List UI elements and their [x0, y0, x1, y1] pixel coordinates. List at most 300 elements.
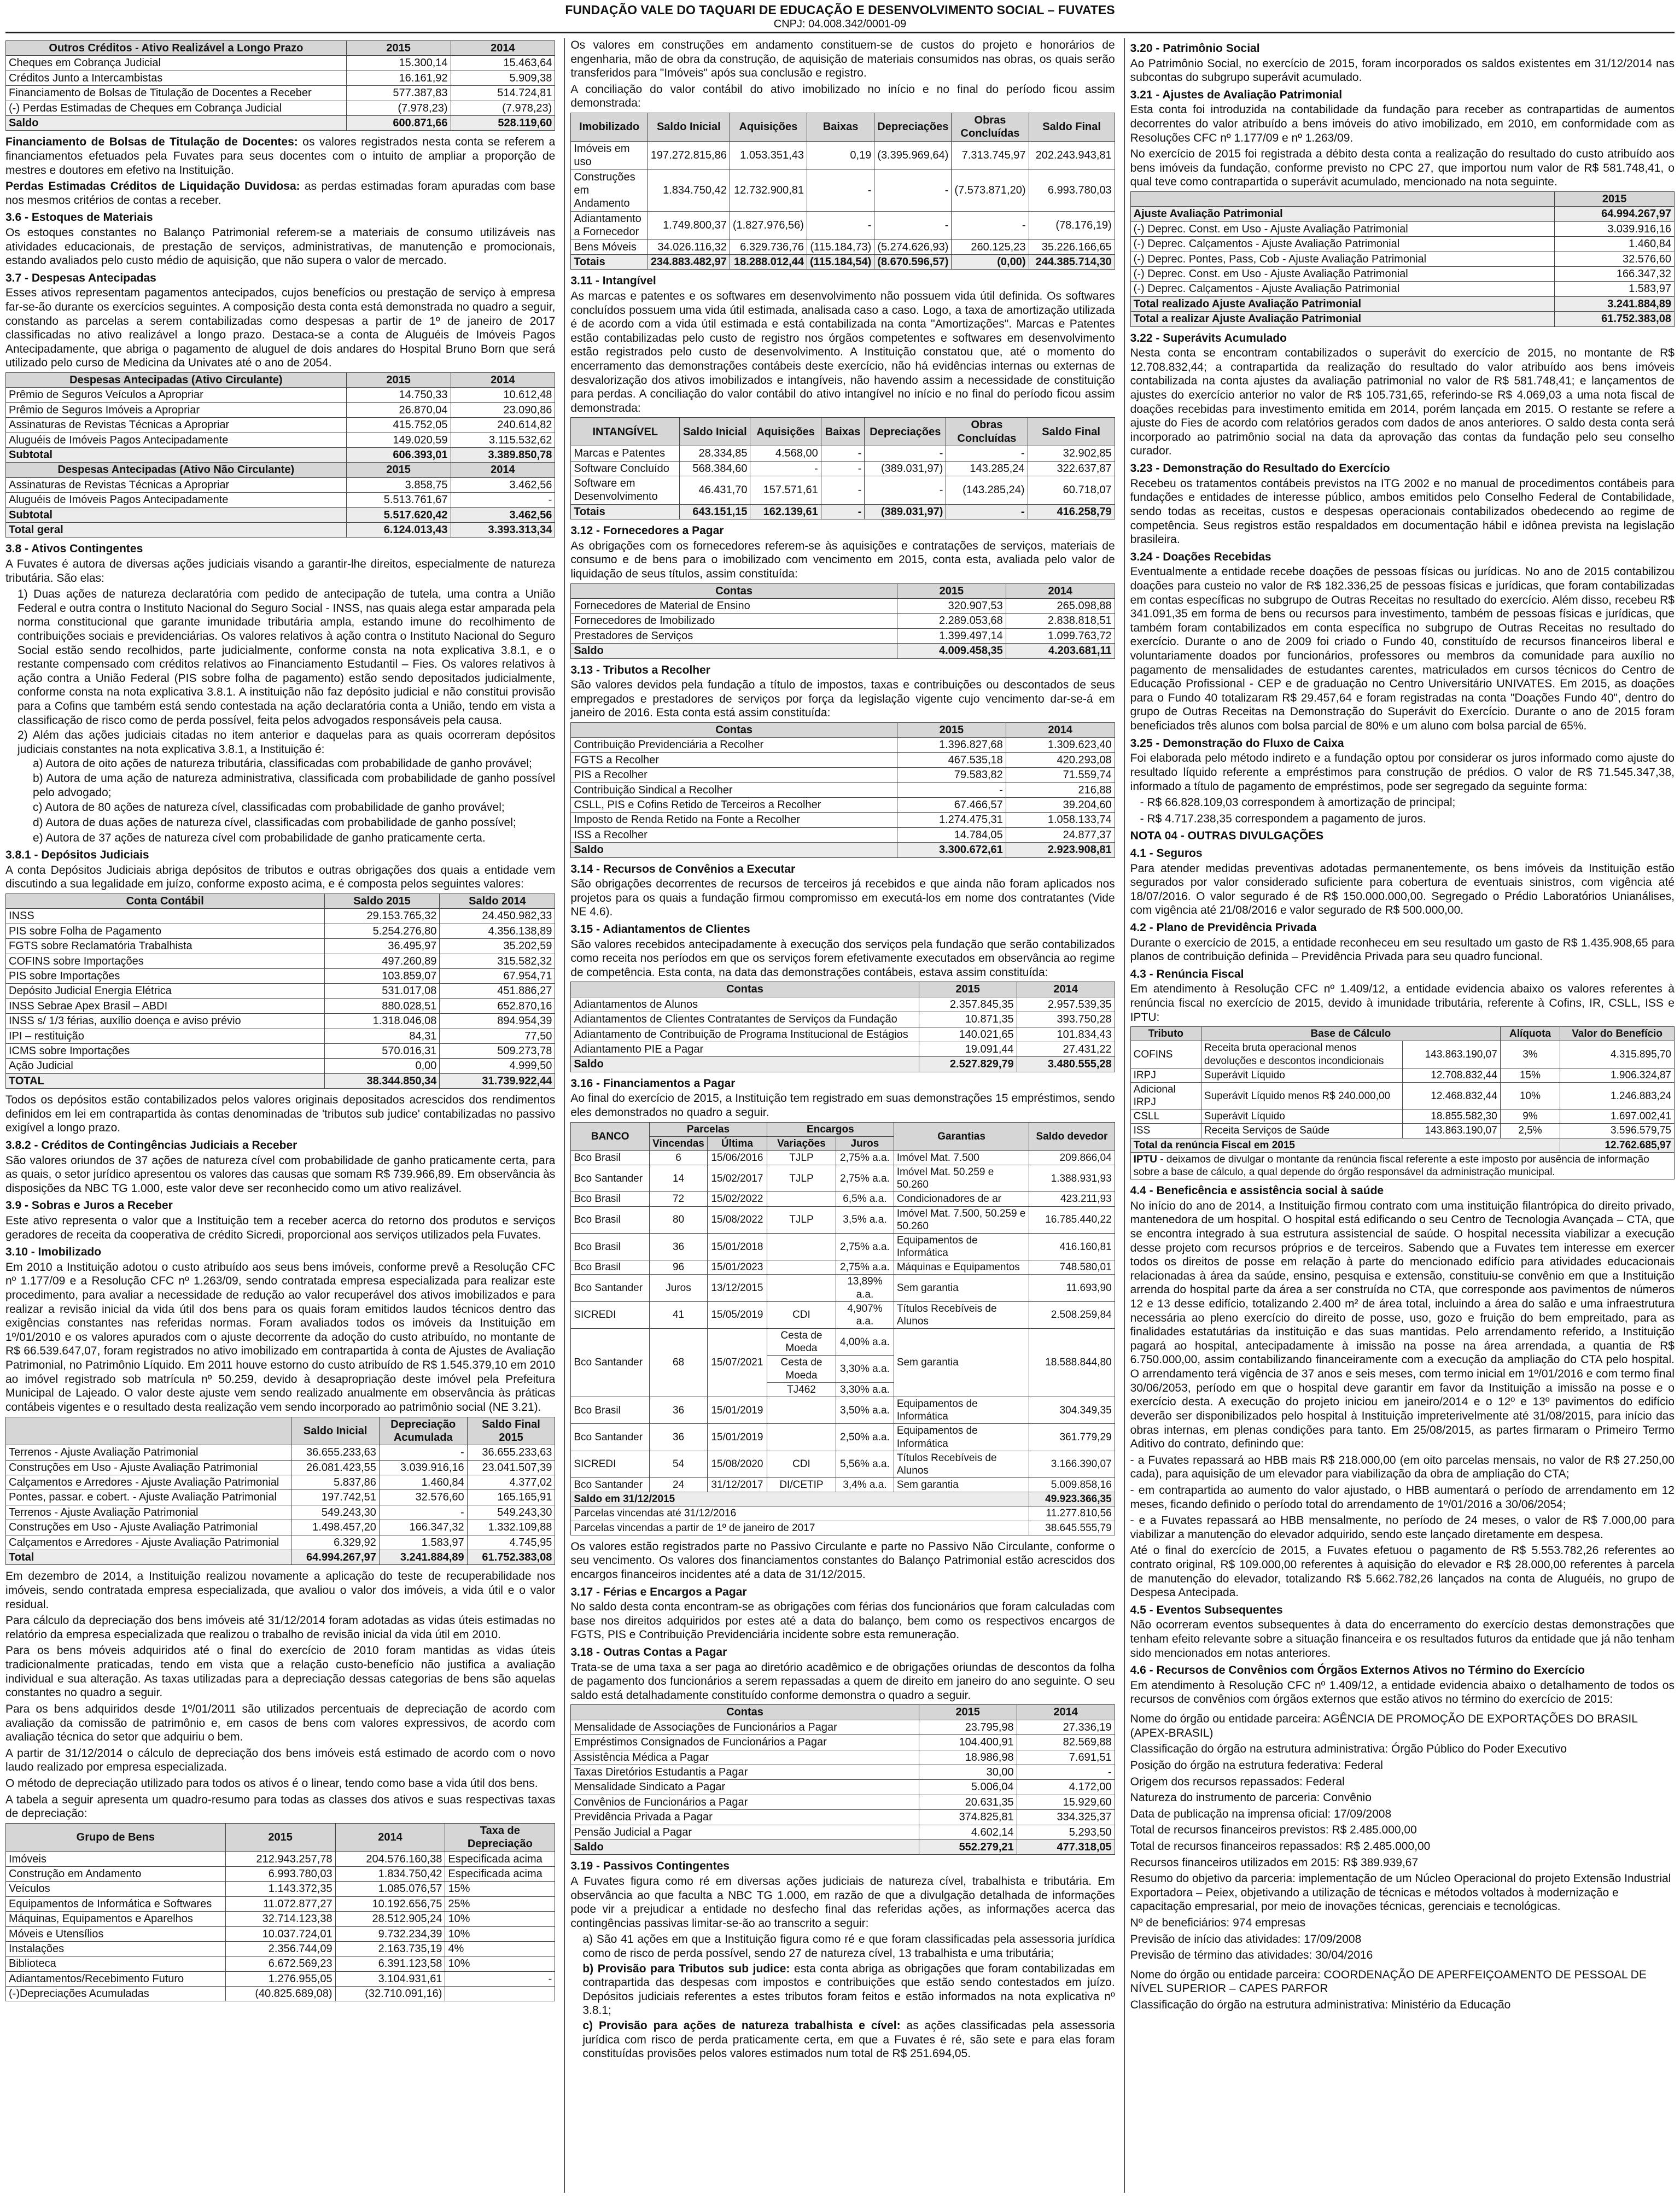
table-cell: CSLL	[1130, 1109, 1201, 1124]
table-cell: (78.176,19)	[1029, 211, 1115, 240]
table-row	[571, 843, 1115, 857]
section-heading: 3.6 - Estoques de Materiais	[5, 211, 153, 224]
table-cell: -	[946, 446, 1028, 461]
table-cell: 11.693,90	[1029, 1275, 1115, 1301]
table-cell: 35.202,59	[440, 939, 555, 954]
table-cell: Bco Santander	[571, 1329, 650, 1397]
table-cell: -	[1017, 1765, 1115, 1779]
convenio-line: Posição do órgão na estrutura federativa: Federal	[1130, 1759, 1383, 1772]
section-heading: 4.6 - Recursos de Convênios com Órgãos Externos Ativos no Término do Exercício	[1130, 1664, 1585, 1677]
table-cell: 216,88	[1006, 782, 1115, 797]
table-cell: 18.986,98	[919, 1750, 1017, 1765]
paragraph: Foi elaborada pelo método indireto e a fundação optou por considerar os juros informado como ajuste do resultado líquido referente a empréstimos para construção de prédios. O valor de R$ 71.545.347,38, informado a título de pagamento de empréstimos, pode ser segregado da seguinte forma:	[1130, 752, 1675, 793]
table-cell: (7.978,23)	[346, 101, 451, 115]
table-cell: -	[821, 461, 865, 476]
table-row	[6, 1445, 555, 1460]
table-cell: 4%	[445, 1941, 555, 1956]
table-cell: 894.954,39	[440, 1014, 555, 1029]
table-row	[6, 1956, 555, 1971]
bold-lead: Perdas Estimadas Créditos de Liquidação Duvidosa:	[5, 180, 300, 193]
table-cell	[767, 1260, 836, 1275]
table-cell: Especificada acima	[445, 1866, 555, 1881]
table-cell: 3.039.916,16	[379, 1460, 467, 1475]
section-heading: 3.8 - Ativos Contingentes	[5, 542, 143, 556]
table-cell: 23.041.507,39	[467, 1460, 555, 1475]
table-cell: 2,50% a.a.	[836, 1424, 894, 1451]
table-cell: Adiantamentos de Clientes Contratantes de Serviços da Fundação	[571, 1012, 919, 1027]
table-cell: 1.099.763,72	[1006, 628, 1115, 643]
table-row	[6, 463, 555, 477]
table-row	[571, 768, 1115, 782]
table-cell: 10%	[1500, 1082, 1560, 1109]
table-cell: 10%	[445, 1926, 555, 1941]
section-heading: 3.21 - Ajustes de Avaliação Patrimonial	[1130, 88, 1343, 101]
table-cell: 12.468.832,44	[1402, 1082, 1500, 1109]
table-cell: 568.384,60	[680, 461, 750, 476]
table-row	[6, 433, 555, 447]
table-cell: Cheques em Cobrança Judicial	[6, 56, 347, 71]
table-row	[6, 523, 555, 538]
col-header: Grupo de Bens	[6, 1823, 226, 1852]
table-cell: 36	[650, 1233, 708, 1260]
table-row	[6, 1073, 555, 1088]
section-heading: 4.3 - Renúncia Fiscal	[1130, 967, 1244, 980]
table-cell: 28.512.905,24	[335, 1912, 445, 1926]
table-row	[6, 1926, 555, 1941]
table-cell: COFINS	[1130, 1041, 1201, 1068]
outras-contas-table	[570, 1704, 1115, 1855]
table-row	[1130, 1041, 1674, 1068]
table-cell: (32.710.091,16)	[335, 1987, 445, 2001]
list-item-text: 2) Além das ações judiciais citadas no item anterior e daquelas para as quais ocorreram depósitos judiciais constantes na nota explicativa 3.8.1, a Instituição é:	[18, 729, 556, 756]
table-cell: 6.672.569,23	[225, 1956, 335, 1971]
table-row	[6, 1505, 555, 1520]
paragraph: Esses ativos representam pagamentos antecipados, cujos benefícios ou prestação de serviço à empresa far-se-ão durante os exercícios seguintes. A composição desta conta está demonstrada no quadro a seguir, constando as parcelas a serem contabilizadas como despesas a partir de 1º de janeiro de 2017 classificadas no ativo realizável a longo prazo. Destaca-se a conta de Aluguéis de Imóveis Pagos Antecipadamente, que abriga o pagamento de aluguel de dois andares do Hospital Bruno Born que será utilizado pelo curso de Medicina da Univates até o ano de 2054.	[5, 287, 556, 370]
table-cell: 265.098,88	[1006, 599, 1115, 614]
table-cell: 2,75% a.a.	[836, 1233, 894, 1260]
table-row	[6, 909, 555, 924]
paragraph-text: os valores registrados nesta conta se referem a financiamentos efetuados pela Fuvates para seus docentes com o intuito de ampliar a proporção de mestres e doutores em efetivo na Instituição.	[5, 136, 556, 177]
table-cell: Adiantamento de Contribuição de Programa Institucional de Estágios	[571, 1027, 919, 1042]
table-cell	[767, 1275, 836, 1301]
table-cell: 31/12/2017	[707, 1478, 767, 1492]
table-cell: 3,30% a.a.	[836, 1382, 894, 1397]
col-header: Variações	[767, 1136, 836, 1150]
table-cell: 68	[650, 1329, 708, 1397]
section-heading: 3.11 - Intangível	[570, 274, 656, 288]
table-cell: Bco Brasil	[571, 1206, 650, 1233]
table-cell: Aluguéis de Imóveis Pagos Antecipadamente	[6, 433, 347, 447]
table-cell: 1.834.750,42	[335, 1866, 445, 1881]
table-cell: 1.332.109,88	[467, 1520, 555, 1535]
table-cell: 27.336,19	[1017, 1720, 1115, 1734]
table-cell: 30,00	[919, 1765, 1017, 1779]
table-cell: 36.495,97	[324, 939, 440, 954]
table-cell: 320.907,53	[897, 599, 1006, 614]
table-cell: INSS Sebrae Apex Brasil – ABDI	[6, 998, 325, 1013]
table-cell: Sem garantia	[894, 1275, 1029, 1301]
table-cell: 15/08/2020	[707, 1451, 767, 1477]
table-cell: 10.612,48	[451, 388, 555, 402]
table-row	[6, 507, 555, 522]
table-cell: FGTS sobre Reclamatória Trabalhista	[6, 939, 325, 954]
table-cell: 260.125,23	[952, 240, 1029, 254]
table-cell: 1.749.800,37	[648, 211, 730, 240]
table-cell: 5.293,50	[1017, 1825, 1115, 1839]
table-cell: 374.825,81	[919, 1810, 1017, 1825]
col-header: Baixas	[821, 418, 865, 446]
table-cell: 2.163.735,19	[335, 1941, 445, 1956]
column-2	[564, 38, 1115, 2193]
table-cell: Subtotal	[6, 448, 347, 463]
table-cell: Parcelas vincendas até 31/12/2016	[571, 1506, 1029, 1521]
table-cell: 315.582,32	[440, 954, 555, 968]
table-row	[571, 170, 1115, 211]
paragraph: Eventualmente a entidade recebe doações de pessoas físicas ou jurídicas. No ano de 2015 contabilizou doações para custeio no valor de R$ 182.336,25 de pessoas físicas e jurídicas, que foram contabilizadas em contas específicas no subgrupo de Outras Receitas no resultado do exercício. Além disso, recebeu R$ 341.091,35 em forma de bens ou recursos para investimento, também de pessoas físicas e jurídicas, que também foram contabilizados em conta específica no subgrupo de Outras Receitas no resultado do exercício. Durante o ano de 2009 foi criado o Fundo 40, constituído de recursos financeiros liberal e voluntariamente doados por funcionários, professores ou membros da comunidade para auxílio no pagamento de mensalidades de estudantes carentes, matriculados em cursos técnicos do Centro de Educação Profissional - CEP e de graduação no Centro Universitário UNIVATES. Em 2015, as doações para o Fundo 40 totalizaram R$ 29.457,64 e foram registradas na conta "Doações Fundo 40", dentro do grupo de Outras Receitas na Demonstração do Superávit do Exercício. Durante o ano de 2015 foram beneficiados três alunos com bolsa parcial de 80% e um aluno com bolsa parcial de 65%.	[1130, 565, 1675, 733]
table-cell: Imóveis	[6, 1852, 226, 1866]
table-row	[571, 1451, 1115, 1477]
table-cell: 14.784,05	[897, 827, 1006, 842]
table-cell: 166.347,32	[1555, 267, 1675, 282]
table-cell: 11.072.877,27	[225, 1896, 335, 1911]
table-cell: Adiantamento a Fornecedor	[571, 211, 648, 240]
col-header: Juros	[836, 1136, 894, 1150]
table-cell: Bco Brasil	[571, 1150, 650, 1165]
table-row	[6, 1550, 555, 1565]
paragraph: Este ativo representa o valor que a Instituição tem a receber acerca do retorno dos produtos e serviços geradores de receita da cooperativa de crédito Sicredi, proporcional aos serviços utilizados pela Fuvates.	[5, 1214, 556, 1241]
col-header: Última	[707, 1136, 767, 1150]
table-cell: 15/01/2018	[707, 1233, 767, 1260]
table-cell: 416.258,79	[1028, 504, 1115, 519]
table-cell: IPI – restituição	[6, 1029, 325, 1043]
passivos-list	[570, 1932, 1115, 2060]
col-header: 2014	[335, 1823, 445, 1852]
table-cell: 606.393,01	[346, 448, 451, 463]
table-cell: -	[865, 476, 946, 505]
col-header: Obras Concluídas	[946, 418, 1028, 446]
convenio-line: Classificação do órgão na estrutura administrativa: Ministério da Educação	[1130, 1999, 1511, 2012]
table-row	[571, 1012, 1115, 1027]
document-cnpj: CNPJ: 04.008.342/0001-09	[773, 18, 907, 31]
table-cell: 209.866,04	[1029, 1150, 1115, 1165]
table-cell: (143.285,24)	[946, 476, 1028, 505]
table-cell: 5.517.620,42	[346, 507, 451, 522]
table-cell: 5.909,38	[451, 71, 555, 85]
table-cell: 415.752,05	[346, 418, 451, 433]
table-cell: 23.795,98	[919, 1720, 1017, 1734]
col-header: 2015	[346, 373, 451, 388]
table-cell: 4.203.681,11	[1006, 644, 1115, 658]
table-cell: 165.165,91	[467, 1490, 555, 1505]
table-cell: Bco Brasil	[571, 1397, 650, 1424]
table-cell	[767, 1397, 836, 1424]
col-header: 2014	[1017, 982, 1115, 997]
table-cell: Máquinas, Equipamentos e Aparelhos	[6, 1912, 226, 1926]
table-row	[571, 738, 1115, 752]
col-header: 2015	[919, 982, 1017, 997]
col-header: Saldo Inicial	[680, 418, 750, 446]
table-cell: Bco Brasil	[571, 1260, 650, 1275]
list-item	[582, 1962, 1115, 2018]
paragraph: As marcas e patentes e os softwares em desenvolvimento não possuem vida útil definida. Os softwares concluídos possuem uma vida útil estimada, analisada caso a caso. Logo, a taxa de amortização utilizada é de acordo com a vida útil estimada e está contabilizada na conta "Amortizações". Marcas e Patentes estão contabilizadas pelo custo de registro nos órgãos competentes e softwares em desenvolvimento estão registrados pelo custo de desenvolvimento. A Instituição constatou que, até o momento do encerramento das demonstrações contábeis deste exercício, não há evidências internas ou externas de desvalorização dos ativos imobilizados e intangíveis, não havendo assim a necessidade de constituição para perdas. A conciliação do valor contábil do ativo intangível no início e no final do período ficou assim demonstrada:	[570, 289, 1115, 414]
table-cell: 1.460,84	[379, 1475, 467, 1490]
list-item	[582, 2019, 1115, 2061]
col-header: 2014	[1017, 1705, 1115, 1720]
table-cell: (-) Perdas Estimadas de Cheques em Cobrança Judicial	[6, 101, 347, 115]
table-cell: 549.243,30	[291, 1505, 380, 1520]
table-cell: 32.714.123,38	[225, 1912, 335, 1926]
table-row	[6, 402, 555, 417]
table-cell: 67.466,57	[897, 797, 1006, 812]
table-cell: 0,00	[324, 1059, 440, 1073]
table-row	[571, 752, 1115, 767]
imobilizado-conciliacao-table	[570, 113, 1115, 270]
paragraph: Para cálculo da depreciação dos bens imóveis até 31/12/2014 foram adotadas as vidas úteis estimadas no relatório da empresa especializada que realizou o trabalho de revisão inicial da vida útil em 2010.	[5, 1614, 556, 1641]
col-header: 2015	[346, 463, 451, 477]
table-cell: 3.462,56	[451, 507, 555, 522]
paragraph: Ao final do exercício de 2015, a Instituição tem registrado em suas demonstrações 15 empréstimos, sendo eles demonstrados no quadro a seguir.	[570, 1092, 1115, 1119]
fin-rows-a	[571, 1150, 1115, 1328]
table-cell: (-) Deprec. Const. em Uso - Ajuste Avaliação Patrimonial	[1130, 221, 1555, 236]
table-cell: Total	[6, 1550, 291, 1565]
table-cell: 18.855.582,30	[1402, 1109, 1500, 1124]
table-cell: Equipamentos de Informática	[894, 1424, 1029, 1451]
table-cell: Mensalidade Sindicato a Pagar	[571, 1780, 919, 1795]
table-row	[571, 476, 1115, 505]
table-row	[6, 984, 555, 998]
table-cell: 1.388.931,93	[1029, 1165, 1115, 1192]
table-row	[571, 1825, 1115, 1839]
table-row	[571, 461, 1115, 476]
table-cell: 9%	[1500, 1109, 1560, 1124]
convenio-capes	[1130, 1968, 1675, 2012]
table-cell: 5.006,04	[919, 1780, 1017, 1795]
section-heading: 3.22 - Superávits Acumulado	[1130, 331, 1287, 344]
table-cell: 5.254.276,80	[324, 924, 440, 938]
table-row	[571, 813, 1115, 827]
table-cell: 157.571,61	[750, 476, 821, 505]
grupo-de-bens-table	[5, 1823, 555, 2002]
table-cell: (7.978,23)	[451, 101, 555, 115]
table-cell: 3.166.390,07	[1029, 1451, 1115, 1477]
paragraph: - R$ 66.828.109,03 correspondem à amortização de principal;	[1140, 796, 1456, 809]
table-cell: Superávit Líquido menos R$ 240.000,00	[1201, 1082, 1402, 1109]
table-cell: 104.400,91	[919, 1735, 1017, 1750]
table-cell: 1.274.475,31	[897, 813, 1006, 827]
col-header: BANCO	[571, 1122, 650, 1150]
table-cell: 24.877,37	[1006, 827, 1115, 842]
table-cell: Terrenos - Ajuste Avaliação Patrimonial	[6, 1445, 291, 1460]
table-cell: Construções em Uso - Ajuste Avaliação Patrimonial	[6, 1520, 291, 1535]
table-row	[571, 614, 1115, 628]
col-header: Contas	[571, 982, 919, 997]
fin-rows-b	[571, 1397, 1115, 1492]
table-cell: -	[807, 211, 874, 240]
table-cell: Saldo em 31/12/2015	[571, 1492, 1029, 1506]
bold-lead: IPTU	[1133, 1153, 1157, 1165]
table-cell: 1.058.133,74	[1006, 813, 1115, 827]
table-cell: 6,5% a.a.	[836, 1192, 894, 1206]
table-row	[571, 827, 1115, 842]
col-header: Saldo Final	[1028, 418, 1115, 446]
bold-lead: Financiamento de Bolsas de Titulação de Docentes:	[5, 136, 298, 149]
table-cell: 1.309.623,40	[1006, 738, 1115, 752]
table-row	[6, 41, 555, 56]
table-cell: 2.923.908,81	[1006, 843, 1115, 857]
table-cell: 4,00% a.a.	[836, 1329, 894, 1356]
table-cell: 36.655.233,63	[467, 1445, 555, 1460]
table-cell: 2.527.829,79	[919, 1057, 1017, 1072]
table-cell: 3%	[1500, 1041, 1560, 1068]
table-cell: 11.277.810,56	[1029, 1506, 1115, 1521]
col-header: Outros Créditos - Ativo Realizável a Longo Prazo	[6, 41, 347, 56]
paragraph: Em dezembro de 2014, a Instituição realizou novamente a aplicação do teste de recuperabilidade nos imóveis, sendo contratada empresa especializada, que avaliou o valor dos imóveis, a vida útil e o valor residual.	[5, 1570, 556, 1611]
table-cell: 39.204,60	[1006, 797, 1115, 812]
table-cell: 531.017,08	[324, 984, 440, 998]
table-cell: Bco Santander	[571, 1478, 650, 1492]
table-cell: (40.825.689,08)	[225, 1987, 335, 2001]
table-cell: Total a realizar Ajuste Avaliação Patrimonial	[1130, 312, 1555, 326]
table-cell: 28.334,85	[680, 446, 750, 461]
table-cell: ISS a Recolher	[571, 827, 897, 842]
table-cell: PIS a Recolher	[571, 768, 897, 782]
col-header: 2014	[451, 373, 555, 388]
table-row	[6, 1882, 555, 1896]
table-cell: TJ462	[767, 1382, 836, 1397]
table-cell: 1.053.351,43	[730, 141, 807, 170]
table-cell: (115.184,54)	[807, 254, 874, 269]
table-row	[571, 583, 1115, 598]
section-heading: 4.4 - Beneficência e assistência social à saúde	[1130, 1184, 1384, 1198]
table-cell: SICREDI	[571, 1451, 650, 1477]
table-row	[571, 1705, 1115, 1720]
col-header: 2015	[919, 1705, 1017, 1720]
table-cell: Juros	[650, 1275, 708, 1301]
table-cell: Convênios de Funcionários a Pagar	[571, 1795, 919, 1809]
table-cell: 61.752.383,08	[1555, 312, 1675, 326]
table-row	[6, 1460, 555, 1475]
table-cell: 2.289.053,68	[897, 614, 1006, 628]
table-cell: Especificada acima	[445, 1852, 555, 1866]
section-heading: 3.13 - Tributos a Recolher	[570, 663, 710, 676]
table-cell: ISS	[1130, 1124, 1201, 1138]
table-cell: 1.906.324,87	[1560, 1068, 1675, 1082]
table-cell: 2,5%	[1500, 1124, 1560, 1138]
table-cell: (-) Deprec. Calçamentos - Ajuste Avaliação Patrimonial	[1130, 237, 1555, 252]
table-cell: ICMS sobre Importações	[6, 1043, 325, 1058]
table-cell: Ação Judicial	[6, 1059, 325, 1073]
paragraph: Os valores em construções em andamento constituem-se de custos do projeto e honorários de engenharia, mão de obra da construção, de aquisição de materiais consumidos nas obras, os quais serão transferidos para "Imóveis" após sua conclusão e registro.	[570, 39, 1115, 80]
table-cell: Saldo	[571, 1057, 919, 1072]
table-cell: 12.732.900,81	[730, 170, 807, 211]
paragraph: A conta Depósitos Judiciais abriga depósitos de tributos e outras obrigações dos quais a entidade vem discutindo a sua legalidade em juízo, conforme exposto acima, e é composta pelos seguintes valores:	[5, 863, 556, 891]
table-cell: 12.708.832,44	[1402, 1068, 1500, 1082]
paragraph: O método de depreciação utilizado para todos os ativos é o linear, tendo como base a vida útil dos bens.	[5, 1777, 538, 1790]
table-cell: 54	[650, 1451, 708, 1477]
table-cell: 15%	[1500, 1068, 1560, 1082]
table-row	[6, 968, 555, 983]
table-cell: 577.387,83	[346, 86, 451, 101]
table-row	[6, 998, 555, 1013]
table-row	[571, 997, 1115, 1012]
table-row	[6, 388, 555, 402]
table-cell: 15/02/2017	[707, 1165, 767, 1192]
table-cell: Bco Brasil	[571, 1192, 650, 1206]
table-row	[571, 1027, 1115, 1042]
table-row	[571, 211, 1115, 240]
col-header: Saldo Inicial	[291, 1417, 380, 1445]
table-cell: 24.450.982,33	[440, 909, 555, 924]
table-cell: 393.750,28	[1017, 1012, 1115, 1027]
table-cell: 5.513.761,67	[346, 493, 451, 507]
col-header: Saldo Final	[1029, 113, 1115, 142]
table-cell: (389.031,97)	[865, 461, 946, 476]
table-cell: 1.460,84	[1555, 237, 1675, 252]
table-cell: Receita Serviços de Saúde	[1201, 1124, 1402, 1138]
paragraph: - R$ 4.717.238,35 correspondem a pagamento de juros.	[1140, 812, 1426, 825]
table-cell: Total geral	[6, 523, 347, 538]
table-cell: 423.211,93	[1029, 1192, 1115, 1206]
table-cell: 82.569,88	[1017, 1735, 1115, 1750]
table-cell: (-)Depreciações Acumuladas	[6, 1987, 226, 2001]
col-header: 2014	[1006, 723, 1115, 738]
table-row	[1130, 1027, 1674, 1041]
col-header: Saldo devedor	[1029, 1122, 1115, 1150]
paragraph: A tabela a seguir apresenta um quadro-resumo para todas as classes dos ativos e suas respectivas taxas de depreciação:	[5, 1793, 556, 1820]
table-cell: Máquinas e Equipamentos	[894, 1260, 1029, 1275]
list-item: d) Autora de duas ações de natureza cível, classificadas com probabilidade de ganho possível;	[33, 816, 516, 829]
ajuste-avaliacao-table	[1130, 191, 1675, 327]
table-cell: 10.871,35	[919, 1012, 1017, 1027]
col-header: Aquisições	[750, 418, 821, 446]
table-cell: Financiamento de Bolsas de Titulação de Docentes a Receber	[6, 86, 347, 101]
col-header: Saldo 2014	[440, 894, 555, 909]
table-cell: 15/01/2023	[707, 1260, 767, 1275]
table-row	[1130, 207, 1674, 221]
convenio-line: Previsão de término das atividades: 30/04/2016	[1130, 1949, 1373, 1962]
col-header: Base de Cálculo	[1201, 1027, 1500, 1041]
table-cell: 9.732.234,39	[335, 1926, 445, 1941]
note-text: - deixamos de divulgar o montante da renúncia fiscal referente a este imposto por ausência de informação sobre a base de cálculo, a qual depende do órgão responsável da administração municipal.	[1133, 1153, 1649, 1178]
convenio-line: Origem dos recursos repassados: Federal	[1130, 1775, 1345, 1788]
table-cell: Sem garantia	[894, 1478, 1029, 1492]
table-cell: 3.241.884,89	[379, 1550, 467, 1565]
table-cell: Assinaturas de Revistas Técnicas a Apropriar	[6, 477, 347, 492]
table-cell: 197.272.815,86	[648, 141, 730, 170]
table-row	[6, 86, 555, 101]
table-row	[6, 373, 555, 388]
table-cell: 96	[650, 1260, 708, 1275]
table-cell: Construções em Andamento	[571, 170, 648, 211]
col-header: 2015	[346, 41, 451, 56]
table-cell: 5,56% a.a.	[836, 1451, 894, 1477]
table-cell: 6.391.123,58	[335, 1956, 445, 1971]
col-header: INTANGÍVEL	[571, 418, 680, 446]
table-cell: 3.241.884,89	[1555, 296, 1675, 311]
section-heading: 3.8.1 - Depósitos Judiciais	[5, 849, 149, 862]
table-cell: 41	[650, 1301, 708, 1328]
table-cell: 79.583,82	[897, 768, 1006, 782]
column-3	[1124, 38, 1675, 2193]
table-row	[6, 954, 555, 968]
table-cell: Bens Móveis	[571, 240, 648, 254]
table-row	[1130, 282, 1674, 296]
renuncia-rows	[1130, 1041, 1674, 1138]
paragraph: Os valores estão registrados parte no Passivo Circulante e parte no Passivo Não Circulante, conforme o seu vencimento. Os valores dos financiamentos constantes do Balanço Patrimonial estão acrescidos dos encargos financeiros incidentes até a data de 31/12/2015.	[570, 1540, 1115, 1581]
col-header: Contas	[571, 1705, 919, 1720]
section-heading: 4.5 - Eventos Subsequentes	[1130, 1603, 1283, 1616]
table-row	[571, 1492, 1115, 1506]
